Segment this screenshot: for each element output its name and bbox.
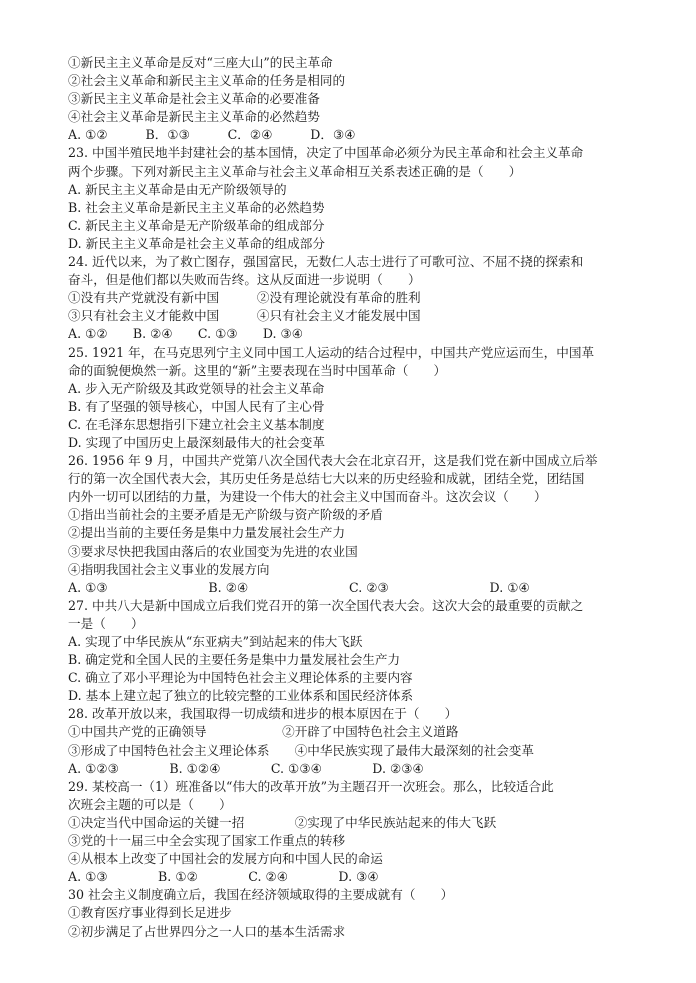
statement: ④从根本上改变了中国社会的发展方向和中国人民的命运 [68, 851, 383, 867]
question-29-stem: 次班会主题的可以是（ ） [68, 796, 232, 812]
statement-pair: ①中国共产党的正确领导 ②开辟了中国特色社会主义道路 [68, 724, 459, 740]
statement-pair: ①决定当代中国命运的关键一招 ②实现了中华民族站起来的伟大飞跃 [68, 814, 497, 830]
exam-page [68, 54, 642, 941]
statement: ①指出当前社会的主要矛盾是无产阶级与资产阶级的矛盾 [68, 507, 383, 523]
option-c: C. 新民主主义革命是无产阶级革命的组成部分 [68, 217, 325, 233]
option-b: B. 社会主义革命是新民主主义革命的必然趋势 [68, 199, 325, 215]
question-28-stem: 28. 改革开放以来，我国取得一切成绩和进步的根本原因在于（ ） [68, 706, 458, 722]
statement: ③要求尽快把我国由落后的农业国变为先进的农业国 [68, 543, 358, 559]
question-27-stem: 一是（ ） [68, 615, 144, 631]
question-27-stem: 27. 中共八大是新中国成立后我们党召开的第一次全国代表大会。这次大会的最重要的贡献之 [68, 597, 584, 613]
answer-options: A. ①③ B. ②④ C. ②③ D. ①④ [68, 579, 530, 595]
statement-pair: ③只有社会主义才能救中国 ④只有社会主义才能发展中国 [68, 308, 421, 324]
option-b: B. 确定党和全国人民的主要任务是集中力量发展社会生产力 [68, 652, 401, 668]
statement-pair: ①没有共产党就没有新中国 ②没有理论就没有革命的胜利 [68, 290, 421, 306]
statement: ②初步满足了占世界四分之一人口的基本生活需求 [68, 923, 346, 939]
option-a: A. 步入无产阶级及其政党领导的社会主义革命 [68, 380, 325, 396]
statement: ③党的十一届三中全会实现了国家工作重点的转移 [68, 833, 346, 849]
question-24-stem: 24. 近代以来，为了救亡图存，强国富民，无数仁人志士进行了可歌可泣、不屈不挠的探索和 [68, 254, 584, 270]
question-26-stem: 行的第一次全国代表大会，其历史任务是总结七大以来的历史经验和成就，团结全党，团结国 [68, 471, 585, 487]
answer-options: A. ①②③ B. ①②④ C. ①③④ D. ②③④ [68, 760, 424, 776]
statement: ①教育医疗事业得到长足进步 [68, 905, 232, 921]
question-24-stem: 奋斗，但是他们都以失败而告终。这从反面进一步说明（ ） [68, 272, 421, 288]
text-line: ①新民主主义革命是反对“三座大山”的民主革命 [68, 55, 333, 70]
answer-options: A. ①② B. ②④ C. ①③ D. ③④ [68, 326, 304, 342]
text-line: ③新民主主义革命是社会主义革命的必要准备 [68, 91, 320, 107]
question-25-stem: 命的面貌便焕然一新。这里的“新”主要表现在当时中国革命（ ） [68, 362, 447, 378]
option-c: C. 在毛泽东思想指引下建立社会主义基本制度 [68, 416, 325, 432]
text-line: ②社会主义革命和新民主主义革命的任务是相同的 [68, 73, 346, 89]
question-29-stem: 29. 某校高一（1）班准备以“伟大的改革开放”为主题召开一次班会。那么，比较适合此 [68, 778, 554, 794]
question-23-stem: 23. 中国半殖民地半封建社会的基本国情，决定了中国革命必须分为民主革命和社会主义革命 [68, 145, 584, 161]
option-a: A. 实现了中华民族从“东亚病夫”到站起来的伟大飞跃 [68, 634, 363, 649]
question-26-stem: 26. 1956 年 9 月，中国共产党第八次全国代表大会在北京召开，这是我们党在新中国成立后举 [68, 453, 598, 469]
option-d: D. 基本上建立起了独立的比较完整的工业体系和国民经济体系 [68, 688, 414, 704]
answer-options: A. ①③ B. ①② C. ②④ D. ③④ [68, 869, 379, 885]
question-23-stem: 两个步骤。下列对新民主主义革命与社会主义革命相互关系表述正确的是（ ） [68, 163, 522, 179]
option-d: D. 新民主主义革命是社会主义革命的组成部分 [68, 235, 325, 251]
question-26-stem: 内外一切可以团结的力量，为建设一个伟大的社会主义中国而奋斗。这次会议（ ） [68, 489, 547, 505]
answer-options: A. ①② B．①③ C．②④ D．③④ [68, 127, 356, 143]
statement: ②提出当前的主要任务是集中力量发展社会生产力 [68, 525, 346, 541]
question-30-stem: 30 社会主义制度确立后，我国在经济领域取得的主要成就有（ ） [68, 887, 454, 903]
text-line: ④社会主义革命是新民主主义革命的必然趋势 [68, 109, 320, 125]
option-d: D. 实现了中国历史上最深刻最伟大的社会变革 [68, 434, 325, 450]
question-25-stem: 25. 1921 年，在马克思列宁主义同中国工人运动的结合过程中，中国共产党应运而生，中国革 [68, 344, 595, 360]
option-b: B. 有了坚强的领导核心，中国人民有了主心骨 [68, 398, 325, 414]
option-c: C. 确立了邓小平理论为中国特色社会主义理论体系的主要内容 [68, 670, 413, 686]
statement: ④指明我国社会主义事业的发展方向 [68, 561, 270, 577]
statement-pair: ③形成了中国特色社会主义理论体系 ④中华民族实现了最伟大最深刻的社会变革 [68, 742, 534, 758]
option-a: A. 新民主主义革命是由无产阶级领导的 [68, 181, 287, 197]
